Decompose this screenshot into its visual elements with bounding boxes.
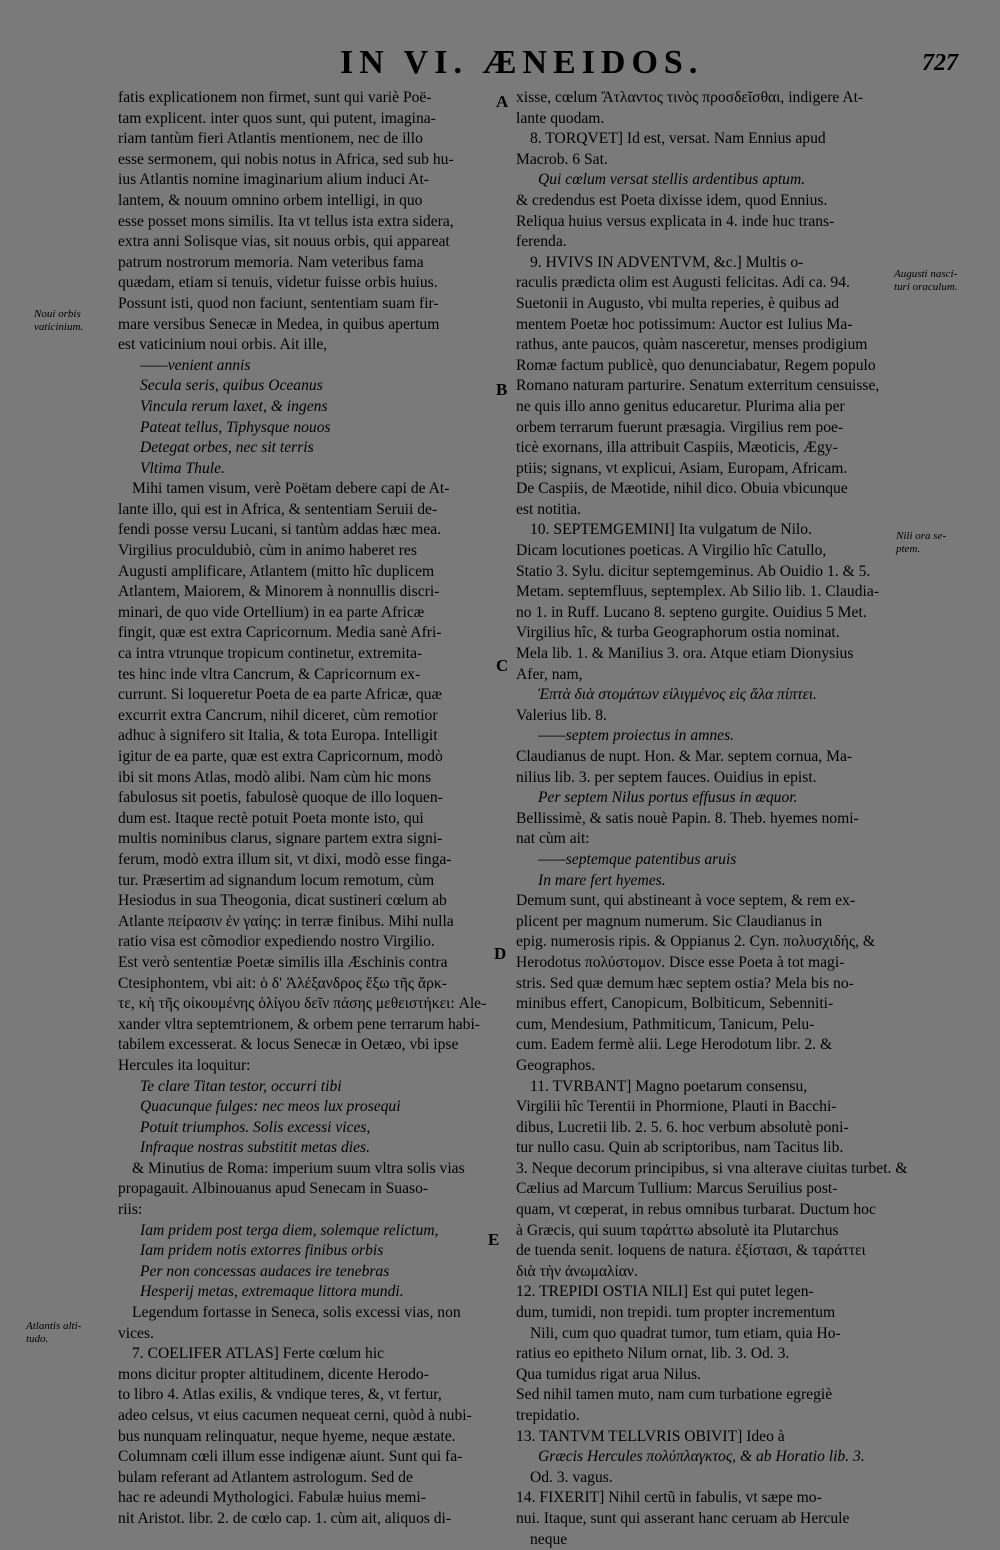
text-line: quam, vt cœperat, in rebus omnibus turbarat. Ductum hoc: [516, 1201, 876, 1219]
text-line: xander vltra septemtrionem, & orbem pene terrarum habi-: [118, 1015, 480, 1033]
text-line: & Minutius de Roma: imperium suum vltra solis vias: [132, 1159, 465, 1177]
text-line: ferum, modò extra illum sit, vt dixi, modò esse finga-: [118, 850, 452, 868]
text-line: fingit, quæ est extra Capricornum. Media sanè Afri-: [118, 624, 442, 642]
text-line: Detegat orbes, nec sit terris: [140, 439, 314, 457]
text-line: dibus, Lucretii lib. 2. 5. 6. hoc verbum absolutè poni-: [516, 1118, 849, 1136]
text-line: τε, κὴ τῆς οἰκουμένης ὀλίγου δεῖν πάσης μεθειστήκει: Ale-: [118, 995, 487, 1013]
text-line: Iam pridem notis extorres finibus orbis: [140, 1242, 384, 1260]
text-line: διὰ τὴν ἀνωμαλίαν.: [516, 1262, 638, 1280]
text-line: neque: [530, 1530, 568, 1548]
text-line: Cælius ad Marcum Tullium: Marcus Seruilius post-: [516, 1180, 838, 1198]
text-line: rathus, ante paucos, quàm nasceretur, menses prodigium: [516, 336, 868, 354]
text-line: vices.: [118, 1324, 154, 1342]
text-line: fabulosus sit poetis, fabulosè quoque de illo loquen-: [118, 789, 443, 807]
margin-note-augusti: Augusti nasci- turi oraculum.: [894, 268, 958, 293]
text-line: ferenda.: [516, 233, 567, 251]
text-line: Infraque nostras substitit metas dies.: [140, 1139, 371, 1157]
text-line: 14. FIXERIT] Nihil certũ in fabulis, vt sæpe mo-: [516, 1489, 822, 1507]
text-line: to libro 4. Atlas exilis, & vndique teres, &, vt fertur,: [118, 1386, 442, 1404]
text-line: Romano naturam parturire. Senatum exterritum censuisse,: [516, 377, 880, 395]
text-line: Atlante πείρασιν ἐν γαίης: in terræ finibus. Mihi nulla: [118, 912, 454, 930]
text-line: à Græcis, qui suum ταράττω absolutè ita Plutarchus: [516, 1221, 839, 1239]
text-line: de tuenda senit. loquens de natura. ἐξίστασι, & ταράττει: [516, 1242, 866, 1260]
text-line: no 1. in Ruff. Lucano 8. septeno gurgite. Ouidius 5 Met.: [516, 603, 867, 621]
text-line: cum. Eadem fermè alii. Lege Herodotum libr. 2. &: [516, 1036, 833, 1054]
text-line: bulam referant ad Atlantem astrologum. Sed de: [118, 1468, 413, 1486]
text-line: Mihi tamen visum, verè Poëtam debere capi de At-: [132, 480, 450, 498]
text-line: ptiis; signans, vt explicui, Asiam, Europam, Africam.: [516, 459, 848, 477]
text-line: Te clare Titan testor, occurri tibi: [140, 1077, 342, 1095]
text-line: Suetonii in Augusto, vbi multa reperies, è quibus ad: [516, 294, 840, 312]
text-line: lantem, & nouum omnino orbem intelligi, in quo: [118, 191, 423, 209]
text-line: 12. TREPIDI OSTIA NILI] Est qui putet legen-: [516, 1283, 814, 1301]
text-line: excurrit extra Cancrum, nihil diceret, cùm remotior: [118, 706, 438, 724]
text-line: 10. SEPTEMGEMINI] Ita vulgatum de Nilo.: [530, 521, 812, 539]
text-line: trepidatio.: [516, 1407, 580, 1424]
text-line: Possunt isti, quod non faciunt, sententiam suam fir-: [118, 294, 439, 312]
text-line: Legendum fortasse in Seneca, solis excessi vias, non: [132, 1304, 461, 1322]
text-line: Od. 3. vagus.: [530, 1468, 613, 1486]
text-line: nit Aristot. libr. 2. de cœlo cap. 1. cùm ait, aliquos di-: [118, 1509, 452, 1527]
text-line: epig. numerosis ripis. & Oppianus 2. Cyn. πολυσχιδής, &: [516, 933, 876, 951]
section-letter-e: E: [488, 1230, 500, 1249]
text-line: In mare fert hyemes.: [538, 871, 666, 889]
text-line: Columnam cœli illum esse indigenæ aiunt. Sunt qui fa-: [118, 1448, 463, 1466]
text-line: ——venient annis: [140, 356, 251, 374]
margin-note-noui-orbis: Noui orbis vaticinium.: [34, 308, 84, 333]
text-line: ibi sit mons Atlas, modò alibi. Nam cùm hic mons: [118, 768, 432, 786]
text-line: cum, Mendesium, Pathmiticum, Tanicum, Pelu-: [516, 1015, 815, 1033]
text-line: lante illo, qui est in Africa, & sententiam Seruii de-: [118, 500, 438, 518]
right-text-column: [516, 88, 908, 1550]
text-line: tur nullo casu. Quin ab scriptoribus, nam Tacitus lib.: [516, 1139, 844, 1157]
page-number: 727: [922, 50, 958, 76]
text-line: Potuit triumphos. Solis excessi vices,: [140, 1118, 371, 1136]
text-line: Statio 3. Sylu. dicitur septemgeminus. Ab Ouidio 1. & 5.: [516, 562, 871, 580]
text-line: currunt. Si loqueretur Poeta de ea parte Africæ, quæ: [118, 686, 442, 704]
section-letter-d: D: [494, 944, 507, 963]
text-line: mare versibus Senecæ in Medea, in quibus apertum: [118, 315, 440, 333]
text-line: bus nunquam relinquatur, neque hyeme, neque æstate.: [118, 1427, 456, 1445]
text-line: ratio visa est cõmodior expediendo nostro Virgilio.: [118, 933, 435, 951]
text-line: Vincula rerum laxet, & ingens: [140, 397, 328, 415]
text-line: quædam, etiam si tenuis, videtur fuisse orbis huius.: [118, 274, 438, 292]
text-line: extra anni Solisque vias, sit nouus orbis, qui appareat: [118, 233, 450, 251]
section-letter-a: A: [496, 92, 509, 111]
section-letter-c: C: [496, 656, 509, 675]
text-line: tur. Præsertim ad signandum locum remotum, cùm: [118, 871, 435, 889]
text-line: Qua tumidus rigat arua Nilus.: [516, 1365, 701, 1383]
text-line: riam tantùm fieri Atlantis mentionem, nec de illo: [118, 130, 423, 148]
text-line: Augusti amplificare, Atlantem (mitto hîc duplicem: [118, 562, 435, 580]
text-line: Valerius lib. 8.: [516, 706, 607, 724]
text-line: 8. TORQVET] Id est, versat. Nam Ennius apud: [530, 130, 826, 148]
margin-note-atlantis-altitudo: Atlantis alti- tudo.: [26, 1320, 82, 1345]
text-line: Virgilius proculdubiò, cùm in animo haberet res: [118, 542, 417, 560]
page-header: [0, 44, 1000, 84]
text-line: dum est. Itaque rectè potuit Poeta monte isto, qui: [118, 809, 424, 827]
text-line: Græcis Hercules πολύπλαγκτος, & ab Horatio lib. 3.: [538, 1448, 865, 1466]
text-line: esse sermonem, qui nobis notus in Africa, sed sub hu-: [118, 150, 454, 168]
text-line: Afer, nam,: [516, 665, 583, 683]
text-line: Hercules ita loquitur:: [118, 1056, 251, 1074]
text-line: Mela lib. 1. & Manilius 3. ora. Atque etiam Dionysius: [516, 645, 854, 663]
text-line: Romæ factum publicè, quo denunciabatur, Regem populo: [516, 356, 876, 374]
text-line: adhuc à signifero sit Italia, & tota Europa. Intelligit: [118, 727, 438, 745]
text-line: ratius eo epitheto Nilum ornat, lib. 3. Od. 3.: [516, 1345, 790, 1363]
text-line: nui. Itaque, sunt qui asserant hanc ceruam ab Hercule: [516, 1509, 850, 1527]
text-line: Atlantem, Maiorem, & Minorem à nonnullis discri-: [118, 583, 440, 601]
text-line: Metam. septemfluus, septemplex. Ab Silio lib. 1. Claudia-: [516, 583, 879, 601]
text-line: esse posset mons similis. Ita vt tellus ista extra sidera,: [118, 212, 454, 230]
text-line: Dicam locutiones poeticas. A Virgilio hîc Catullo,: [516, 542, 827, 560]
text-line: patrum nostrorum memoria. Nam veteribus fama: [118, 253, 424, 271]
text-line: Demum sunt, qui abstineant à voce septem, & rem ex-: [516, 892, 856, 910]
text-line: minibus effert, Canopicum, Bolbiticum, Sebenniti-: [516, 995, 834, 1013]
text-line: Herodotus πολύστομον. Disce esse Poeta à tot magi-: [516, 953, 845, 971]
text-line: nat cùm ait:: [516, 830, 590, 848]
running-title: IN VI. ÆNEIDOS.: [340, 44, 704, 81]
text-line: Geographos.: [516, 1056, 596, 1074]
text-line: propagauit. Albinouanus apud Senecam in Suaso-: [118, 1180, 429, 1198]
text-line: xisse, cœlum Ἄτλαντος τινὸς προσδεῖσθαι, indigere At-: [516, 89, 864, 106]
text-line: fatis explicationem non firmet, sunt qui variè Poë-: [118, 89, 432, 106]
text-line: Virgilii hîc Terentii in Phormione, Plauti in Bacchi-: [516, 1098, 837, 1116]
text-line: Virgilius hîc, & turba Geographorum ostia nominat.: [516, 624, 840, 642]
text-line: Per non concessas audaces ire tenebras: [140, 1262, 390, 1280]
text-line: nilius lib. 3. per septem fauces. Ouidius in epist.: [516, 768, 817, 786]
text-line: plicent per magnum numerum. Sic Claudianus in: [516, 912, 823, 930]
text-line: De Caspiis, de Mæotide, nihil dico. Obuia vbicunque: [516, 480, 848, 498]
text-line: tabilem excesserat. & locus Senecæ in Oetæo, vbi ipse: [118, 1036, 459, 1054]
text-line: 7. COELIFER ATLAS] Ferte cœlum hic: [132, 1345, 385, 1363]
text-line: mons dicitur propter altitudinem, dicente Herodo-: [118, 1365, 429, 1383]
text-line: ——septem proiectus in amnes.: [538, 727, 735, 745]
text-line: & credendus est Poeta dixisse idem, quod Ennius.: [516, 191, 828, 209]
text-line: Sed nihil tamen muto, nam cum turbatione egregiè: [516, 1386, 833, 1404]
text-line: hac re adeundi Mythologici. Fabulæ huius memi-: [118, 1489, 426, 1507]
text-line: dum, tumidi, non trepidi. tum propter incrementum: [516, 1304, 836, 1322]
text-line: ——septemque patentibus aruis: [538, 850, 737, 868]
text-line: Ctesiphontem, vbi ait: ὁ δ' Ἀλέξανδρος ἔξω τῆς ἄρκ-: [118, 974, 447, 992]
left-text-column: [118, 88, 490, 1530]
text-line: Reliqua huius versus explicata in 4. inde huc trans-: [516, 212, 835, 230]
text-line: Secula seris, quibus Oceanus: [140, 377, 323, 395]
text-line: Vltima Thule.: [140, 459, 225, 477]
text-line: adeo celsus, vt eius cacumen nequeat cerni, quòd à nubi-: [118, 1407, 472, 1424]
section-letter-b: B: [496, 380, 508, 399]
text-line: ius Atlantis nomine imaginarium alium induci At-: [118, 171, 429, 189]
text-line: est notitia.: [516, 500, 581, 518]
text-line: 9. HVIVS IN ADVENTVM, &c.] Multis o-: [530, 253, 804, 271]
text-line: lante quodam.: [516, 109, 605, 127]
text-line: Quacunque fulges: nec meos lux prosequi: [140, 1098, 401, 1116]
text-line: ne quis illo anno genitus educaretur. Plurima alia per: [516, 397, 845, 415]
text-line: 3. Neque decorum principibus, si vna alterave ciuitas turbet. &: [516, 1159, 908, 1177]
text-line: Pateat tellus, Tiphysque nouos: [140, 418, 331, 436]
text-line: fendi posse versu Lucani, si tantùm addas hæc mea.: [118, 521, 442, 539]
text-line: stris. Sed quæ demum hæc septem ostia? Mela bis no-: [516, 974, 854, 992]
text-line: 13. TANTVM TELLVRIS OBIVIT] Ideo à: [516, 1427, 785, 1445]
margin-note-nili-ora: Nili ora se- ptem.: [896, 530, 947, 555]
text-line: Iam pridem post terga diem, solemque relictum,: [140, 1221, 439, 1239]
text-line: est vaticinium noui orbis. Ait ille,: [118, 336, 328, 354]
text-line: minari, de quo vide Ortellium) in ea parte Africæ: [118, 603, 425, 621]
text-line: raculis prædicta olim est Augusti felicitas. Adi ca. 94.: [516, 274, 850, 292]
text-line: tes hinc inde vltra Cancrum, & Capricornum ex-: [118, 665, 421, 683]
text-line: Est verò sententiæ Poetæ similis illa Æschinis contra: [118, 953, 448, 971]
text-line: ca intra vtrunque tropicum continetur, extremita-: [118, 645, 423, 663]
text-line: tam explicent. inter quos sunt, qui putent, imagina-: [118, 109, 436, 127]
text-line: Per septem Nilus portus effusus in æquor.: [538, 789, 798, 807]
text-line: Macrob. 6 Sat.: [516, 150, 608, 168]
text-line: Hesperij metas, extremaque littora mundi.: [140, 1283, 404, 1301]
text-line: riis:: [118, 1201, 143, 1219]
text-line: orbem terrarum fuerunt præsagia. Virgilius rem poe-: [516, 418, 844, 436]
text-line: Bellissimè, & satis nouè Papin. 8. Theb. hyemes nomi-: [516, 809, 859, 827]
text-line: Claudianus de nupt. Hon. & Mar. septem cornua, Ma-: [516, 748, 853, 765]
text-line: Ἑπτὰ διὰ στομάτων εἱλιγμένος εἰς ἅλα πίπτει.: [538, 686, 817, 704]
text-line: Hesiodus in sua Theogonia, dicat sustineri cœlum ab: [118, 892, 447, 910]
text-line: Qui cœlum versat stellis ardentibus aptum.: [538, 171, 806, 189]
text-line: mentem Poetæ hoc potissimum: Auctor est Iulius Ma-: [516, 315, 853, 333]
text-line: 11. TVRBANT] Magno poetarum consensu,: [530, 1077, 808, 1095]
text-line: igitur de ea parte, quæ est extra Capricornum, modò: [118, 748, 443, 765]
text-line: Nili, cum quo quadrat tumor, tum etiam, quia Ho-: [530, 1324, 841, 1342]
text-line: multis nominibus clarus, signare partem extra signi-: [118, 830, 443, 848]
text-line: ticè exornans, illa attribuit Caspiis, Mæoticis, Ægy-: [516, 439, 838, 457]
